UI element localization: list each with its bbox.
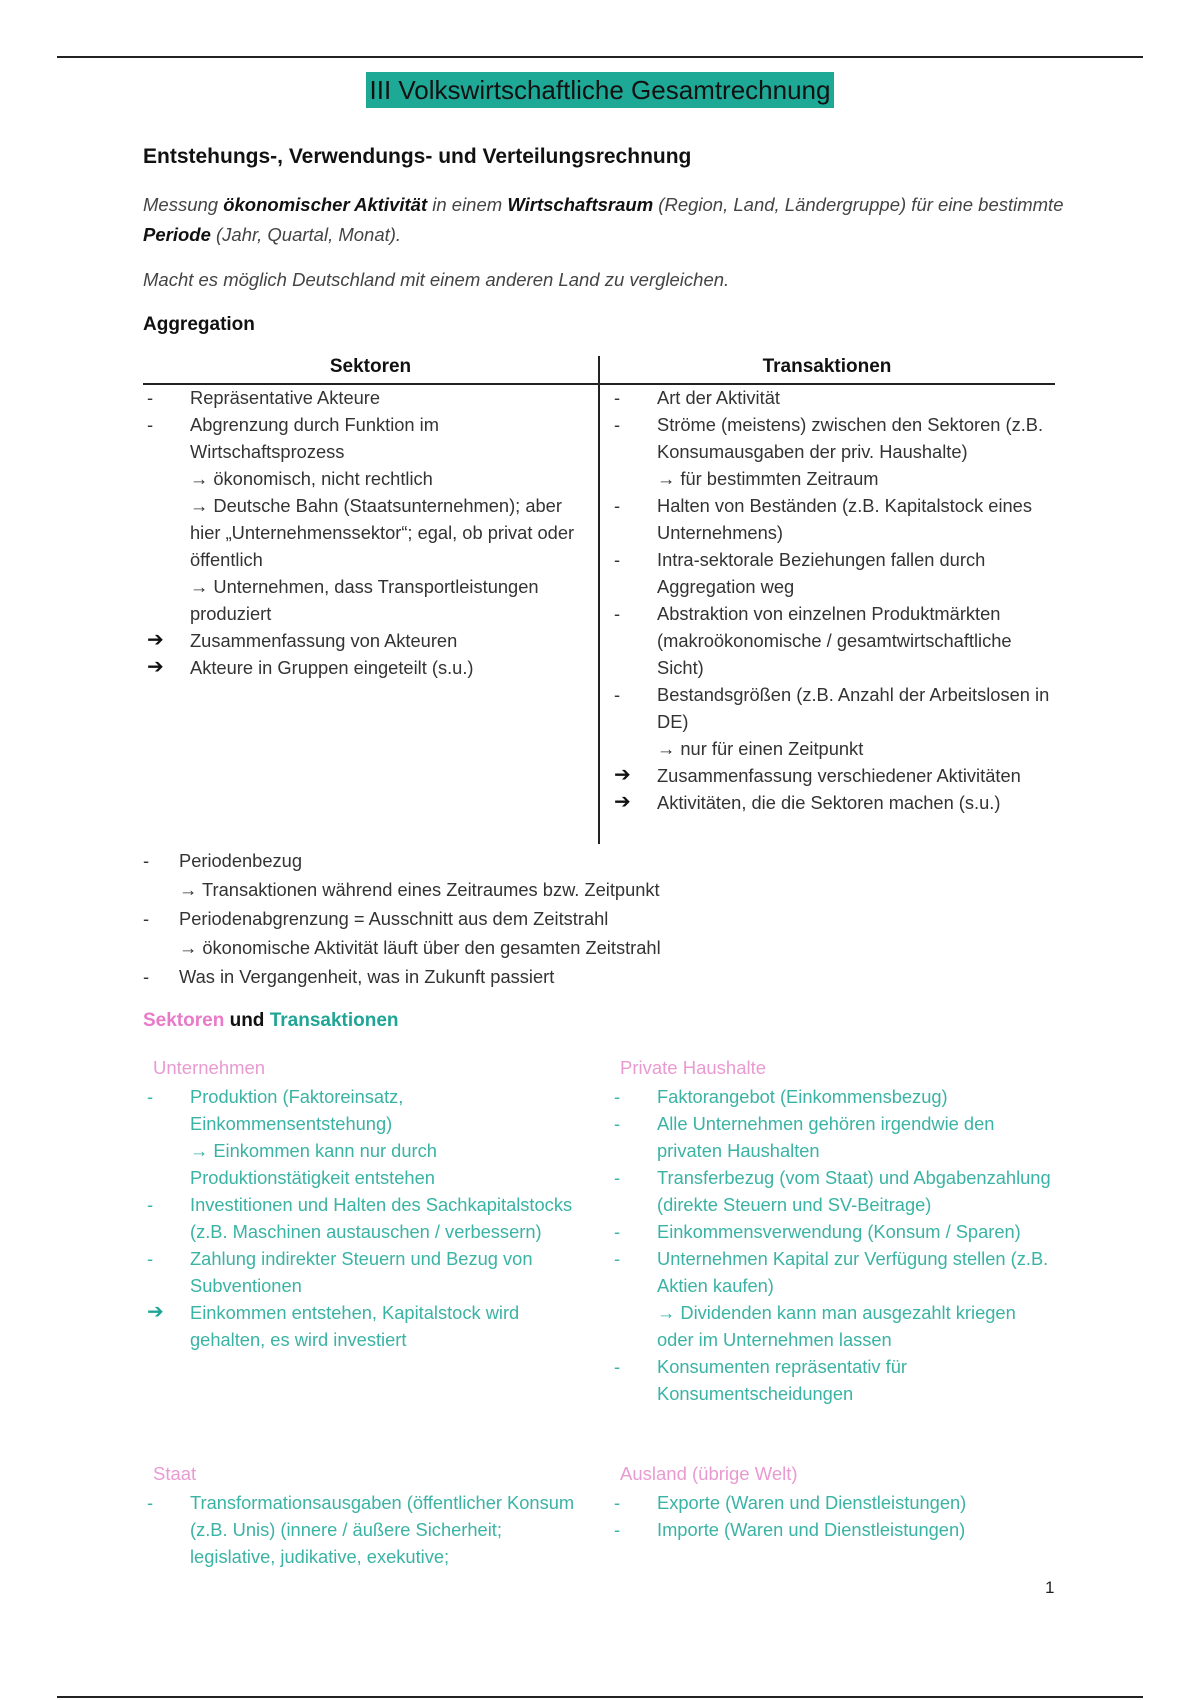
bottom-rule [57, 1696, 1143, 1698]
list-item [143, 573, 583, 627]
list-item-text: → ökonomische Aktivität läuft über den gesamten Zeitstrahl [179, 937, 661, 958]
intro-paragraph-1 [143, 190, 1083, 250]
list-item [143, 962, 1043, 991]
list-item-text: Importe (Waren und Dienstleistungen) [657, 1519, 966, 1540]
list-item [610, 735, 1055, 762]
list-item-text: Zusammenfassung verschiedener Aktivitäten [657, 765, 1021, 786]
list-item [143, 1489, 588, 1570]
block-title-haushalte: Private Haushalte [620, 1057, 767, 1078]
list-item-text: Produktion (Faktoreinsatz, Einkommensentstehung) [190, 1086, 404, 1134]
list-item [610, 762, 1055, 789]
list-item-text: Abstraktion von einzelnen Produktmärkten (makroökonomische / gesamtwirtschaftliche Sicht) [657, 603, 1012, 678]
bullet-marker: - [147, 1194, 154, 1215]
ausland-list [610, 1489, 1055, 1543]
list-item-text: → Einkommen kann nur durch Produktionstätigkeit entstehen [190, 1140, 437, 1188]
bullet-marker: - [614, 1086, 621, 1107]
top-rule [57, 56, 1143, 58]
list-item-text: Transformationsausgaben (öffentlicher Konsum (z.B. Unis) (innere / äußere Sicherheit; legislative, judikative, exekutive; [190, 1492, 575, 1567]
list-item-text: Repräsentative Akteure [190, 387, 381, 408]
page-number: 1 [1045, 1578, 1055, 1597]
list-item [610, 1164, 1055, 1218]
sektoren-list [143, 384, 583, 681]
list-item-text: Halten von Beständen (z.B. Kapitalstock eines Unternehmens) [657, 495, 1032, 543]
bullet-marker: - [614, 387, 621, 408]
list-item-text: Exporte (Waren und Dienstleistungen) [657, 1492, 967, 1513]
list-item-text: Investitionen und Halten des Sachkapitalstocks (z.B. Maschinen austauschen / verbessern) [190, 1194, 573, 1242]
list-item [610, 681, 1055, 735]
bullet-marker: - [147, 1248, 154, 1269]
arrow-bullet-icon: ➔ [614, 791, 631, 813]
bullet-marker: - [614, 603, 621, 624]
list-item-text: Ströme (meistens) zwischen den Sektoren (z.B. Konsumausgaben der priv. Haushalte) [657, 414, 1044, 462]
period-list [143, 846, 1043, 991]
bullet-marker: - [147, 1492, 154, 1513]
bullet-marker: - [614, 1248, 621, 1269]
list-item [143, 384, 583, 411]
list-item-text: Periodenabgrenzung = Ausschnitt aus dem Zeitstrahl [179, 908, 609, 929]
bullet-marker: - [614, 684, 621, 705]
list-item [610, 546, 1055, 600]
sectors-heading-transaktionen: Transaktionen [269, 1010, 399, 1031]
bullet-marker: - [614, 1221, 621, 1242]
list-item [610, 384, 1055, 411]
bullet-marker: - [147, 1086, 154, 1107]
unternehmen-list [143, 1083, 588, 1353]
list-item [143, 1137, 588, 1191]
list-item-text: → nur für einen Zeitpunkt [657, 738, 864, 759]
list-item [143, 411, 583, 465]
list-item [610, 1245, 1055, 1299]
table-column-transaktionen [610, 384, 1055, 816]
intro-bold-activity: ökonomischer Aktivität [223, 194, 428, 215]
table-column-divider [598, 356, 600, 844]
bullet-marker: - [614, 414, 621, 435]
list-item [610, 1516, 1055, 1543]
block-title-unternehmen: Unternehmen [153, 1057, 266, 1078]
table-column-sektoren [143, 384, 583, 681]
list-item-text: Zusammenfassung von Akteuren [190, 630, 458, 651]
haushalte-list [610, 1083, 1055, 1407]
list-item-text: → Transaktionen während eines Zeitraumes bzw. Zeitpunkt [179, 879, 660, 900]
intro-text: (Jahr, Quartal, Monat). [210, 224, 402, 245]
list-item-text: Unternehmen Kapital zur Verfügung stellen (z.B. Aktien kaufen) [657, 1248, 1049, 1296]
list-item [143, 1083, 588, 1137]
list-item [610, 465, 1055, 492]
list-item [610, 1083, 1055, 1110]
sectors-heading-und: und [224, 1010, 270, 1031]
list-item-text: Zahlung indirekter Steuern und Bezug von Subventionen [190, 1248, 533, 1296]
list-item [143, 933, 1043, 962]
list-item [143, 1191, 588, 1245]
block-title-staat: Staat [153, 1463, 197, 1484]
bullet-marker: - [147, 414, 154, 435]
list-item [610, 789, 1055, 816]
list-item [143, 492, 583, 573]
period-section [143, 846, 1043, 991]
list-item-text: Abgrenzung durch Funktion im Wirtschaftsprozess [190, 414, 439, 462]
intro-text: (Region, Land, Ländergruppe) für eine bestimmte [653, 194, 1064, 215]
list-item [610, 1353, 1055, 1407]
list-item-text: Akteure in Gruppen eingeteilt (s.u.) [190, 657, 474, 678]
list-item-text: → ökonomisch, nicht rechtlich [190, 468, 433, 489]
arrow-bullet-icon: ➔ [614, 764, 631, 786]
bullet-marker: - [614, 549, 621, 570]
list-item [610, 600, 1055, 681]
sectors-heading-sektoren: Sektoren [143, 1010, 225, 1031]
list-item-text: Einkommen entstehen, Kapitalstock wird gehalten, es wird investiert [190, 1302, 520, 1350]
bullet-marker: - [614, 495, 621, 516]
staat-list [143, 1489, 588, 1570]
list-item [143, 846, 1043, 875]
list-item-text: Aktivitäten, die die Sektoren machen (s.u.) [657, 792, 1001, 813]
block-title-ausland: Ausland (übrige Welt) [620, 1463, 798, 1484]
intro-bold-region: Wirtschaftsraum [507, 194, 654, 215]
list-item [610, 1299, 1055, 1353]
list-item-text: Was in Vergangenheit, was in Zukunft passiert [179, 966, 555, 987]
bullet-marker: - [143, 908, 150, 929]
block-unternehmen [143, 1054, 588, 1353]
bullet-marker: - [614, 1519, 621, 1540]
arrow-bullet-icon: ➔ [147, 1301, 164, 1323]
intro-text: in einem [427, 194, 508, 215]
transaktionen-list [610, 384, 1055, 816]
list-item [143, 1299, 588, 1353]
intro-text: Messung [143, 194, 224, 215]
list-item-text: Alle Unternehmen gehören irgendwie den privaten Haushalten [657, 1113, 995, 1161]
list-item-text: → Dividenden kann man ausgezahlt kriegen oder im Unternehmen lassen [657, 1302, 1016, 1350]
list-item [143, 875, 1043, 904]
block-private-haushalte [610, 1054, 1055, 1407]
list-item [143, 465, 583, 492]
block-staat [143, 1460, 588, 1570]
aggregation-heading: Aggregation [143, 314, 255, 335]
list-item [143, 1245, 588, 1299]
list-item-text: → Deutsche Bahn (Staatsunternehmen); aber hier „Unternehmenssektor“; egal, ob privat oder öffentlich [190, 495, 575, 570]
intro-bold-period: Periode [143, 224, 211, 245]
list-item [143, 627, 583, 654]
list-item-text: Transferbezug (vom Staat) und Abgabenzahlung (direkte Steuern und SV-Beitrage) [657, 1167, 1051, 1215]
list-item [610, 1110, 1055, 1164]
list-item-text: Intra-sektorale Beziehungen fallen durch Aggregation weg [657, 549, 986, 597]
list-item-text: Bestandsgrößen (z.B. Anzahl der Arbeitslosen in DE) [657, 684, 1050, 732]
table-header-transaktionen: Transaktionen [762, 356, 892, 377]
arrow-bullet-icon: ➔ [147, 656, 164, 678]
list-item-text: Faktorangebot (Einkommensbezug) [657, 1086, 948, 1107]
list-item-text: Konsumenten repräsentativ für Konsumentscheidungen [657, 1356, 907, 1404]
list-item [610, 1489, 1055, 1516]
bullet-marker: - [614, 1492, 621, 1513]
list-item-text: → für bestimmten Zeitraum [657, 468, 879, 489]
list-item [610, 492, 1055, 546]
list-item-text: Einkommensverwendung (Konsum / Sparen) [657, 1221, 1021, 1242]
bullet-marker: - [143, 966, 150, 987]
intro-paragraph-2: Macht es möglich Deutschland mit einem anderen Land zu vergleichen. [143, 269, 730, 290]
block-ausland [610, 1460, 1055, 1543]
arrow-bullet-icon: ➔ [147, 629, 164, 651]
aggregation-table [143, 356, 1055, 844]
list-item [143, 654, 583, 681]
sectors-heading [143, 1010, 399, 1032]
bullet-marker: - [614, 1167, 621, 1188]
bullet-marker: - [614, 1113, 621, 1134]
list-item [610, 1218, 1055, 1245]
section-heading: Entstehungs-, Verwendungs- und Verteilungsrechnung [143, 145, 692, 168]
list-item [143, 904, 1043, 933]
title-wrap [0, 72, 1200, 108]
list-item [610, 411, 1055, 465]
list-item-text: Art der Aktivität [657, 387, 780, 408]
page-title: III Volkswirtschaftliche Gesamtrechnung [366, 72, 835, 108]
list-item-text: → Unternehmen, dass Transportleistungen produziert [190, 576, 539, 624]
bullet-marker: - [147, 387, 154, 408]
bullet-marker: - [614, 1356, 621, 1377]
table-header-sektoren: Sektoren [329, 356, 412, 377]
bullet-marker: - [143, 850, 150, 871]
list-item-text: Periodenbezug [179, 850, 302, 871]
